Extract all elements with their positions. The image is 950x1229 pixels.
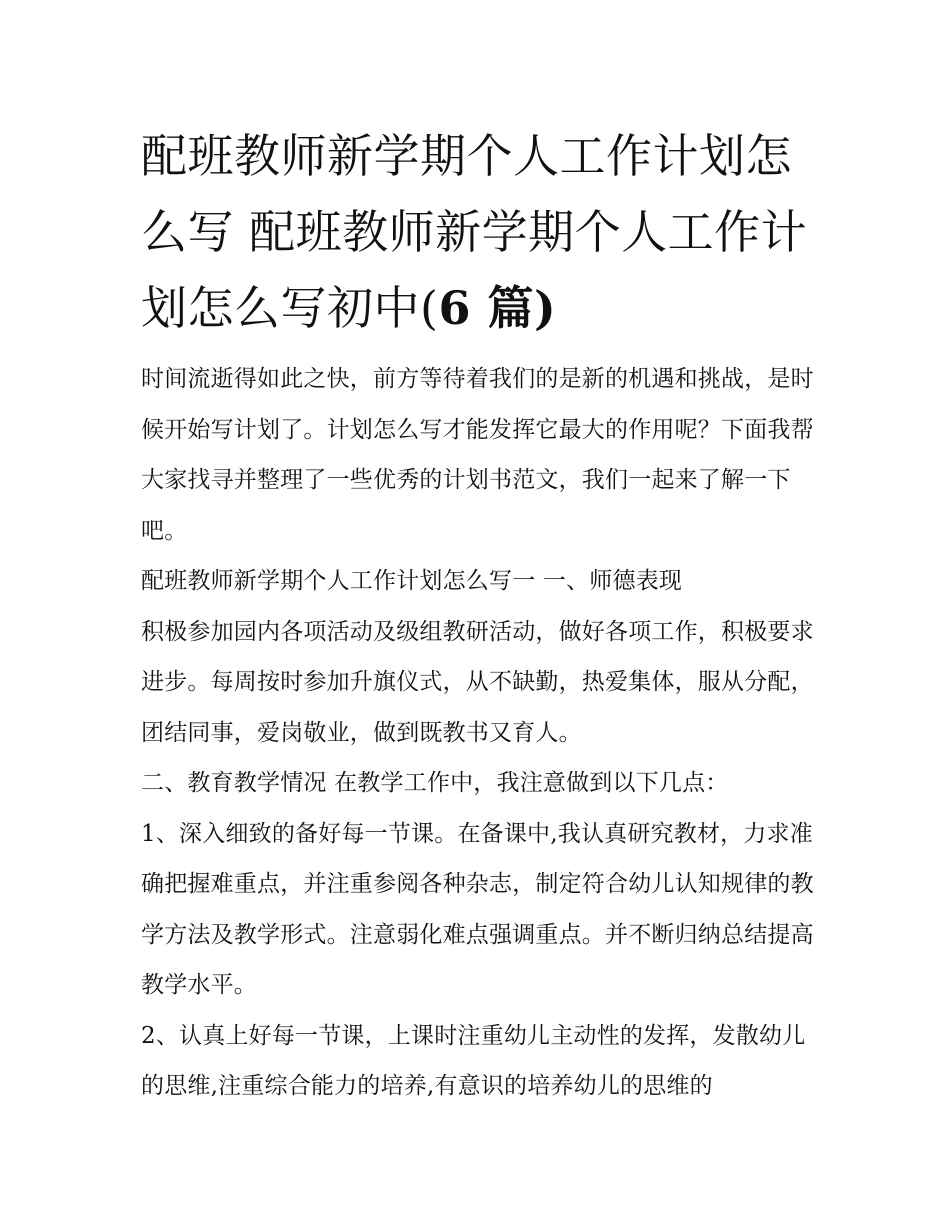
section-heading: 配班教师新学期个人工作计划怎么写一 一、师德表现 [141, 568, 683, 594]
body-paragraph: 积极参加园内各项活动及级组教研活动，做好各项工作，积极要求进步。每周按时参加升旗仪式，从不缺勤，热爱集体，服从分配，团结同事，爱岗敬业，做到既教书又育人。 [141, 618, 814, 746]
intro-paragraph: 时间流逝得如此之快，前方等待着我们的是新的机遇和挑战，是时候开始写计划了。计划怎么写才能发挥它最大的作用呢？下面我帮大家找寻并整理了一些优秀的计划书范文，我们一起来了解一下吧。 [141, 366, 814, 544]
title-count: 6 [438, 281, 471, 335]
list-item: 1、深入细致的备好每一节课。在备课中,我认真研究教材，力求准确把握难重点，并注重参阅各种杂志，制定符合幼儿认知规律的教学方法及教学形式。注意弱化难点强调重点。并不断归纳总结提高教学水平。 [141, 820, 814, 998]
document-title [141, 118, 821, 346]
list-item: 2、认真上好每一节课，上课时注重幼儿主动性的发挥，发散幼儿的思维,注重综合能力的培养,有意识的培养幼儿的思维的 [141, 1022, 806, 1099]
title-suffix: 篇) [470, 281, 557, 335]
title-text: 配班教师新学期个人工作计划怎么写 配班教师新学期个人工作计划怎么写初中( [141, 129, 808, 335]
document-content [141, 118, 821, 1112]
section-heading: 二、教育教学情况 在教学工作中，我注意做到以下几点： [141, 770, 729, 796]
